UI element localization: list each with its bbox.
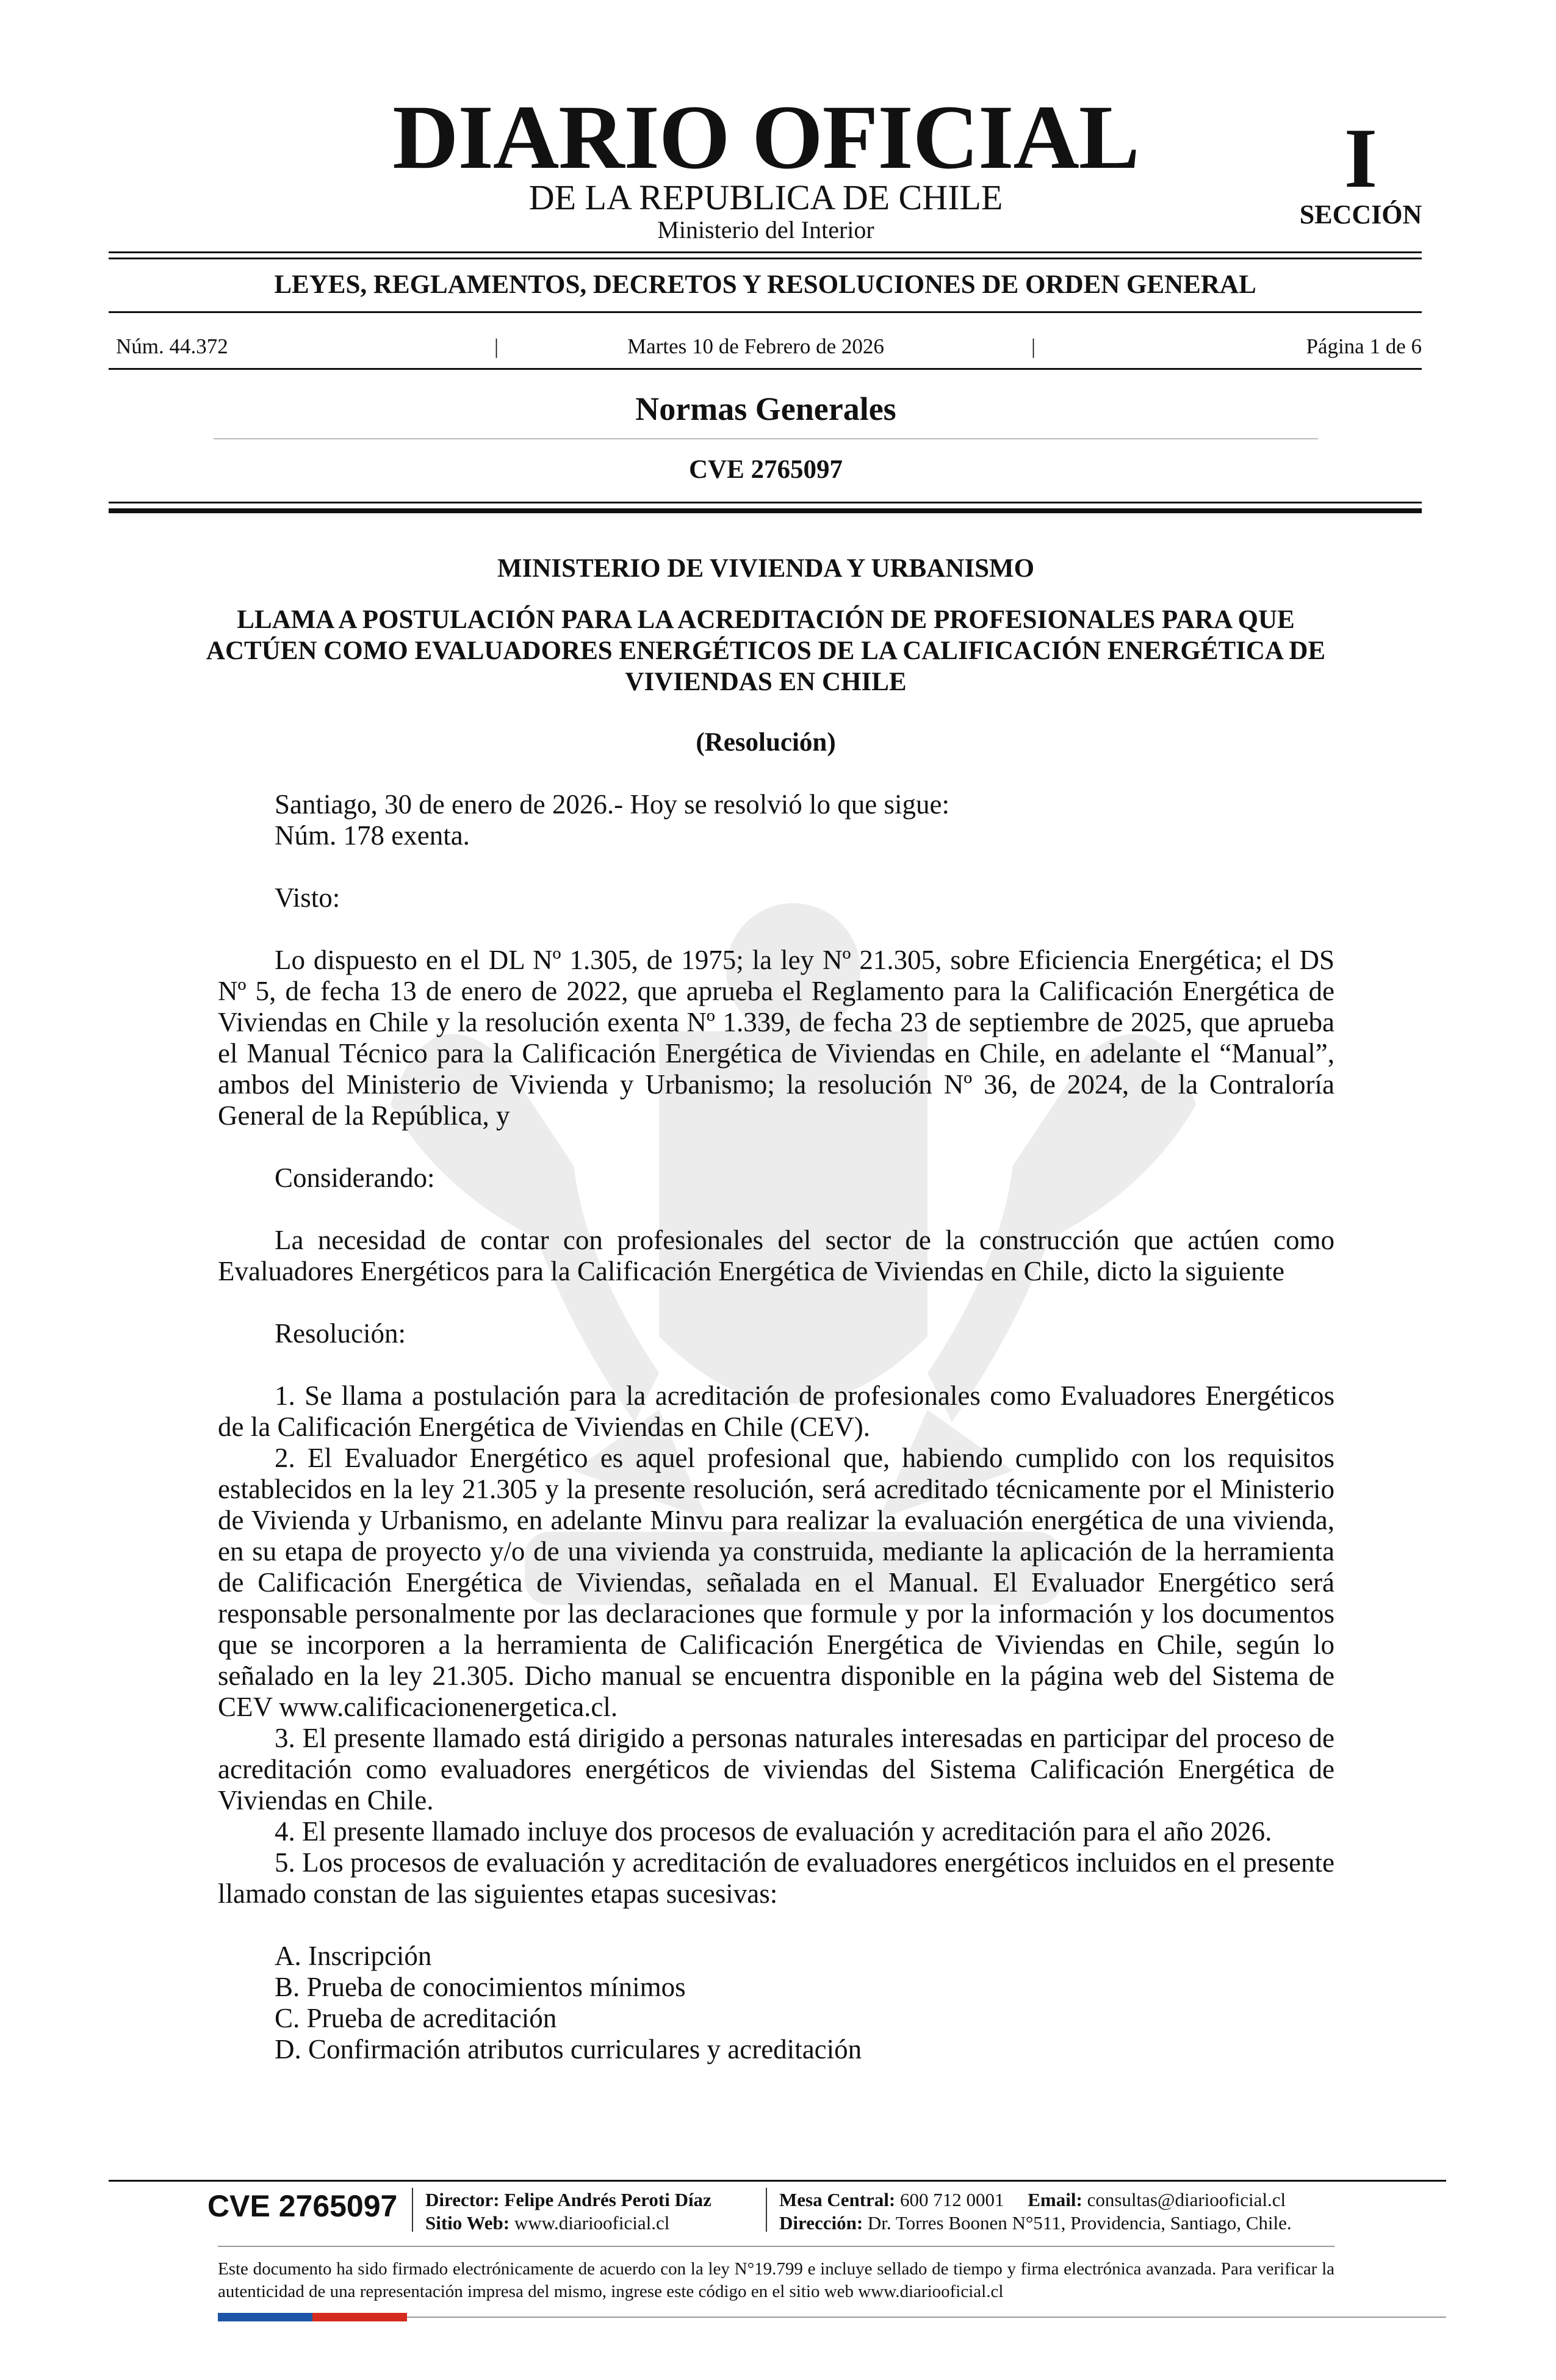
footer-divider xyxy=(109,2180,1446,2182)
divider xyxy=(214,438,1318,439)
stage-item: B. Prueba de conocimientos mínimos xyxy=(275,1972,686,2002)
meta-separator: | xyxy=(1031,334,1036,358)
cve-code: CVE 2765097 xyxy=(688,455,843,484)
meta-separator: | xyxy=(494,334,499,358)
address-text: Dr. Torres Boonen N°511, Providencia, Santiago, Chile. xyxy=(867,2212,1292,2234)
divider xyxy=(109,368,1422,370)
email-link[interactable]: consultas@diariooficial.cl xyxy=(1087,2189,1286,2210)
stage-item: C. Prueba de acreditación xyxy=(275,2003,557,2033)
resolution-item: 1. Se llama a postulación para la acreditación de profesionales como Evaluadores Energéticos de la Calificación Energética de Viviendas en Chile (CEV). xyxy=(218,1380,1334,1442)
footer-cve: CVE 2765097 xyxy=(207,2189,398,2223)
place-date: Santiago, 30 de enero de 2026.- Hoy se resolvió lo que sigue: xyxy=(275,789,950,820)
resolution-number: Núm. 178 exenta. xyxy=(275,820,470,851)
newspaper-ministry: Ministerio del Interior xyxy=(657,216,874,243)
considerando-paragraph: La necesidad de contar con profesionales del sector de la construcción que actúen como Evaluadores Energéticos para la Calificación Energética de Viviendas en Chile, dicto la siguiente xyxy=(218,1225,1334,1286)
director-name: Felipe Andrés Peroti Díaz xyxy=(504,2189,711,2210)
resolution-item: 5. Los procesos de evaluación y acreditación de evaluadores energéticos incluidos en el presente llamado constan de las siguientes etapas sucesivas: xyxy=(218,1847,1334,1909)
issue-date: Martes 10 de Febrero de 2026 xyxy=(627,334,884,358)
phone-number: 600 712 0001 xyxy=(900,2189,1004,2210)
section-title: Normas Generales xyxy=(635,391,896,427)
footer-divider xyxy=(407,2317,1446,2318)
section-number: I xyxy=(1344,111,1378,206)
issue-number: Núm. 44.372 xyxy=(116,334,228,358)
issuing-ministry: MINISTERIO DE VIVIENDA Y URBANISMO xyxy=(497,554,1035,583)
phone-label: Mesa Central: xyxy=(779,2189,896,2210)
page-indicator: Página 1 de 6 xyxy=(1306,334,1422,358)
footer-separator xyxy=(412,2188,413,2232)
category-banner: LEYES, REGLAMENTOS, DECRETOS Y RESOLUCIONES DE ORDEN GENERAL xyxy=(274,270,1256,299)
newspaper-title: DIARIO OFICIAL xyxy=(392,87,1139,188)
document-type: (Resolución) xyxy=(696,728,836,757)
divider xyxy=(109,508,1422,513)
section-label: SECCIÓN xyxy=(1299,200,1422,229)
divider xyxy=(109,251,1422,253)
website-link[interactable]: www.diariooficial.cl xyxy=(514,2212,670,2234)
visto-paragraph: Lo dispuesto en el DL Nº 1.305, de 1975; la ley Nº 21.305, sobre Eficiencia Energética; el DS Nº 5, de fecha 13 de enero de 2022, que aprueba el Reglamento para la Calificación Energética de Viviendas en Chile y la resolución exenta Nº 1.339, de fecha 23 de septiembre de 2025, que aprueba el Manual Técnico para la Calificación Energética de Viviendas en Chile, en adelante el “Manual”, ambos del Ministerio de Vivienda y Urbanismo; la resolución Nº 36, de 2024, de la Contraloría General de la República, y xyxy=(218,945,1334,1131)
visto-label: Visto: xyxy=(275,882,340,913)
website-label: Sitio Web: xyxy=(425,2212,510,2234)
footer-director xyxy=(425,2188,711,2212)
stage-item: D. Confirmación atributos curriculares y acreditación xyxy=(275,2034,862,2064)
flag-stripe-red xyxy=(312,2313,407,2321)
resolution-item: 2. El Evaluador Energético es aquel profesional que, habiendo cumplido con los requisitos establecidos en la ley 21.305 y la presente resolución, será acreditado técnicamente por el Ministerio de Vivienda y Urbanismo, en adelante Minvu para realizar la evaluación energética de una vivienda, en su etapa de proyecto y/o de una vivienda ya construida, mediante la aplicación de la herramienta de Calificación Energética de Viviendas, señalada en el Manual. El Evaluador Energético será responsable personalmente por las declaraciones que formule y por la información y los documentos que se incorporen a la herramienta de Calificación Energética de Viviendas en Chile, según lo señalado en la ley 21.305. Dicho manual se encuentra disponible en la página web del Sistema de CEV www.calificacionenergetica.cl. xyxy=(218,1443,1334,1722)
resolution-item: 3. El presente llamado está dirigido a personas naturales interesadas en participar del proceso de acreditación como evaluadores energéticos de viviendas del Sistema Calificación Energética de Viviendas en Chile. xyxy=(218,1723,1334,1816)
newspaper-subtitle: DE LA REPUBLICA DE CHILE xyxy=(528,178,1003,217)
footer-contact xyxy=(779,2188,1286,2212)
legal-notice: Este documento ha sido firmado electrónicamente de acuerdo con la ley N°19.799 e incluye sellado de tiempo y firma electrónica avanzada. Para verificar la autenticidad de una representación impresa del mismo, ingrese este código en el sitio web www.diariooficial.cl xyxy=(218,2259,1334,2301)
director-label: Director: xyxy=(425,2189,500,2210)
divider xyxy=(109,502,1422,503)
flag-stripe-blue xyxy=(218,2313,312,2321)
footer-website xyxy=(425,2212,669,2235)
footer-divider xyxy=(218,2246,1334,2247)
divider xyxy=(109,311,1422,313)
footer-separator xyxy=(766,2188,767,2232)
address-label: Dirección: xyxy=(779,2212,863,2234)
considerando-label: Considerando: xyxy=(275,1163,435,1193)
stage-item: A. Inscripción xyxy=(275,1941,432,1971)
footer-address xyxy=(779,2212,1292,2235)
resolucion-label: Resolución: xyxy=(275,1318,406,1349)
document-headline: LLAMA A POSTULACIÓN PARA LA ACREDITACIÓN DE PROFESIONALES PARA QUE ACTÚEN COMO EVALUADORES ENERGÉTICOS DE LA CALIFICACIÓN ENERGÉTICA DE VIVIENDAS EN CHILE xyxy=(206,605,1326,696)
email-label: Email: xyxy=(1028,2189,1082,2210)
divider xyxy=(109,258,1422,259)
resolution-item: 4. El presente llamado incluye dos procesos de evaluación y acreditación para el año 2026. xyxy=(275,1816,1272,1847)
